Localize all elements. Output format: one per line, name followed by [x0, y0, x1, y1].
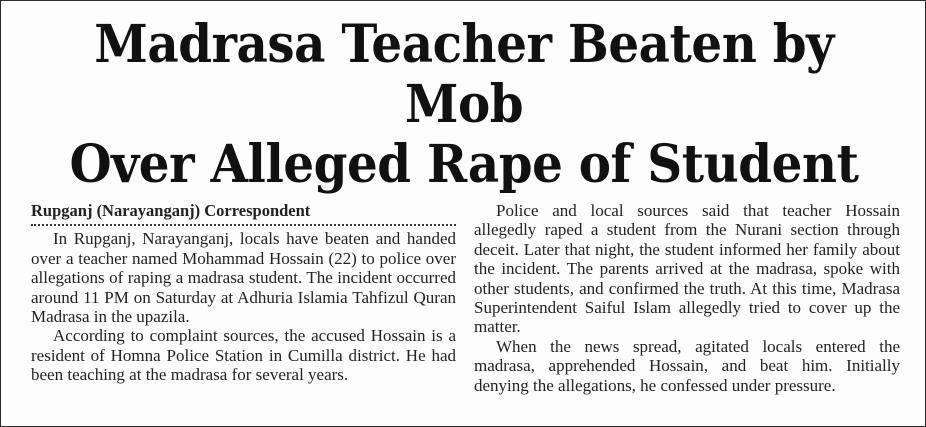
headline-line-1: Madrasa Teacher Beaten by Mob	[94, 14, 834, 135]
article-paragraph: Police and local sources said that teacher Hossain allegedly raped a student from the Nurani section through deceit. Later that night, the student informed her family about the incident. The parents arrived at the madrasa, spoke with other students, and confirmed the truth. At this time, Madrasa Superintendent Saiful Islam allegedly tried to cover up the matter.	[474, 201, 900, 337]
article-column-right	[474, 201, 900, 395]
headline-line-2: Over Alleged Rape of Student	[69, 134, 859, 195]
byline: Rupganj (Narayanganj) Correspondent	[31, 201, 456, 226]
article-paragraph: In Rupganj, Narayanganj, locals have beaten and handed over a teacher named Mohammad Hossain (22) to police over allegations of raping a madrasa student. The incident occurred around 11 PM on Saturday at Adhuria Islamia Tahfizul Quran Madrasa in the upazila.	[31, 229, 456, 327]
article-paragraph: According to complaint sources, the accused Hossain is a resident of Homna Police Station in Cumilla district. He had been teaching at the madrasa for several years.	[31, 326, 456, 385]
article-paragraph: When the news spread, agitated locals entered the madrasa, apprehended Hossain, and beat him. Initially denying the allegations, he confessed under pressure.	[474, 336, 900, 395]
article-column-left	[31, 201, 456, 385]
headline	[33, 15, 894, 195]
